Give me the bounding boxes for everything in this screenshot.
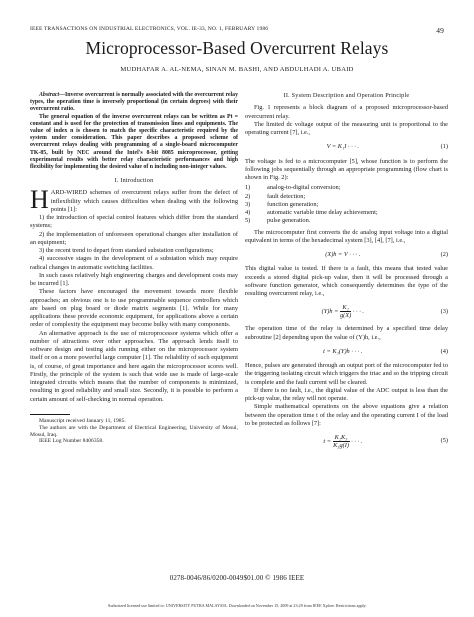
footnote-affiliation: The authors are with the Department of Electrical Engineering, University of Mosul, Mosul, Iraq. xyxy=(30,424,238,438)
intro-paragraph-1: HARD-WIRED schemes of overcurrent relays suffer from the defect of inflexibility which causes difficulties when dealing with the following points [1]: xyxy=(30,185,238,215)
equation-5 xyxy=(245,434,448,449)
section2-heading: II. System Description and Operation Principle xyxy=(283,92,410,99)
list-item: 1) analog-to-digital conversion; xyxy=(245,184,341,192)
equation-4-number: (4) xyxy=(440,347,448,355)
footnote-received: Manuscript received January 11, 1985. xyxy=(39,417,126,424)
job-list xyxy=(245,184,448,225)
intro-item-4: 4) successive stages in the development of a substation which may require radical changes in automatic switching facilities. xyxy=(30,255,238,271)
list-item: 4) automatic variable time delay achievement; xyxy=(245,209,378,216)
abstract-text: —Inverse overcurrent is normally associated with the overcurrent relay types, the operation time is inversely proportional (in certain degrees) with their overcurrent ratio. xyxy=(30,92,238,113)
equation-3-body: (Y)h = $\frac{\text{K₂}}{g(X)}$ · · · . xyxy=(321,304,364,320)
equation-3-fraction: $\frac{\text{K₂}}{g(X)}$ xyxy=(340,304,352,320)
intro-item-1: 1) the introduction of special control features which differ from the standard systems; xyxy=(30,214,238,230)
footnote-rule xyxy=(30,414,70,415)
equation-3 xyxy=(245,304,448,319)
equation-2 xyxy=(245,251,448,259)
equation-4 xyxy=(245,348,448,356)
list-item: 5) pulse generation. xyxy=(245,217,311,225)
section2-paragraph-7: Hence, pulses are generated through an output port of the microcomputer fed to the triggering isolating circuit which triggers the triac and so the tripping circuit is complete and the fault current will be cleared. xyxy=(245,362,448,386)
intro-heading: I. Introduction xyxy=(114,177,154,185)
abstract-lead: Abstract xyxy=(39,92,60,98)
section2-paragraph-4: The microcomputer first converts the dc analog input voltage into a digital equivalent in terms of the hexadecimal system [3], [4], [7], i.e., xyxy=(245,228,448,244)
drop-cap: H xyxy=(30,185,49,215)
equation-4-body: t = K₃(Y)h · · · . xyxy=(323,347,363,355)
intro-paragraph-4: An alternative approach is the use of microprocessor systems which offer a number of attractions over other approaches. The approach lends itself to software design and testing aids running either on the microprocessor system itself or on a more powerful large computer [1]. The reliability of such equipment is, of course, of great importance and here again the microprocessor scores well. Firstly, the principle of the system is such that wide use is made of large-scale integrated circuits which means that the number of components is minimized, resulting in good reliability and small size. Secondly, it is possible to perform a certain amount of self-checking in normal operation. xyxy=(30,329,238,403)
section2-paragraph-9: Simple mathematical operations on the above equations give a relation between the operation time t of the relay and the operating current I of the load to be protected as follows [7]: xyxy=(245,403,448,427)
abstract-paragraph-2: The general equation of the inverse overcurrent relays can be written as Pt = constant and is used for the protection of transmission lines and equipments. The value of index n is chosen to match the specific characteristic required by the system under consideration. This paper describes a proposed scheme of overcurrent relays dealing with programming of a single-board microcomputer TK-85, built by NEC around the Intel's 8-bit 8085 microprocessor, getting experimental results with better relay characteristic performances and high flexibility for implementing the desired value of n including non-integer values. xyxy=(30,113,238,171)
intro-item-3: 3) the recent trend to depart from standard substation configurations; xyxy=(39,247,214,255)
journal-header: IEEE TRANSACTIONS ON INDUSTRIAL ELECTRONICS, VOL. IE-33, NO. 1, FEBRUARY 1986 xyxy=(30,26,269,32)
section2-paragraph-3: The voltage is fed to a microcomputer [5], whose function is to perform the following jobs sequentially through an appropriate programming (flow chart is shown in Fig. 2): xyxy=(245,157,448,181)
section2-paragraph-1: Fig. 1 represents a block diagram of a proposed microprocessor-based overcurrent relay. xyxy=(245,104,448,120)
footnote-log: IEEE Log Number 8406358. xyxy=(39,438,104,445)
equation-5-number: (5) xyxy=(440,437,448,445)
intro-paragraph-3: These factors have encouraged the movement towards more flexible approaches; an obvious one is to use programmable sequence controllers which are based on plug board or diode matrix segments [1]. While for many applications these provide economic equipment, for applications above a certain order of complexity the equipment may become bulky with many components. xyxy=(30,288,238,329)
intro-item-2: 2) the implementation of unforeseen operational changes after installation of an equipment; xyxy=(30,230,238,246)
equation-5-body: t = $\frac{\text{K₂K₃}}{\text{K₃g(I)}}$ · · · . xyxy=(323,434,363,449)
page-number: 49 xyxy=(436,26,444,35)
equation-1 xyxy=(245,143,448,151)
section2-paragraph-2: The limited dc voltage output of the measuring unit is proportional to the operating current [7], i.e., xyxy=(245,120,448,136)
section2-paragraph-8: If there is no fault, i.e., the digital value of the ADC output is less than the pick-up value, the relay will not operate. xyxy=(245,386,448,402)
equation-3-number: (3) xyxy=(440,307,448,315)
equation-2-body: (X)h = V · · · . xyxy=(325,251,361,258)
equation-2-number: (2) xyxy=(440,251,448,258)
running-head xyxy=(30,26,444,35)
copyright-line: 0278-0046/86/0200-0049$01.00 © 1986 IEEE xyxy=(169,574,305,582)
equation-1-body: V = K₁I · · · . xyxy=(326,143,360,151)
equation-5-fraction: $\frac{\text{K₂K₃}}{\text{K₃g(I)}}$ xyxy=(333,434,350,449)
abstract xyxy=(30,92,238,114)
equation-1-number: (1) xyxy=(440,143,448,151)
section2-paragraph-6: The operation time of the relay is determined by a specified time delay subroutine [2] depending upon the value of (Y)h, i.e., xyxy=(245,325,448,341)
list-item: 3) function generation; xyxy=(245,200,319,208)
left-column xyxy=(30,92,238,445)
intro-paragraph-2: In such cases relatively high engineering charges and development costs may be incurred [1]. xyxy=(30,271,238,288)
list-item: 2) fault detection; xyxy=(245,192,306,200)
license-notice: Authorized licensed use limited to: UNIVERSITY PUTRA MALAYSIA. Downloaded on November 15, 2009 at 23:29 from IEEE Xplore. Restrictions apply. xyxy=(107,603,367,608)
section2-paragraph-5: This digital value is tested. If there is a fault, this means that tested value exceeds a stored digital pick-up value, then it will be processed through a software function generator, which consequently determines the type of the resulting overcurrent relay, i.e., xyxy=(245,265,448,297)
paper-title: Microprocessor-Based Overcurrent Relays xyxy=(85,38,389,58)
footnote xyxy=(30,410,238,445)
paper-authors: MUDHAFAR A. AL-NEMA, SINAN M. BASHI, AND ABDULHADI A. UBAID xyxy=(120,66,354,73)
right-column xyxy=(245,92,448,455)
